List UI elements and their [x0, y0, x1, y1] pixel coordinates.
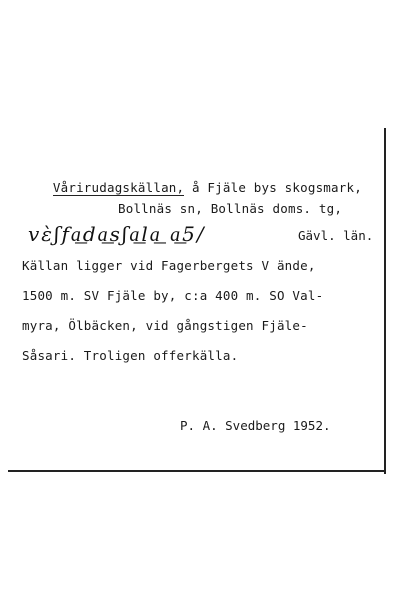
card-line-5: 1500 m. SV Fjäle by, c:a 400 m. SO Val-: [22, 288, 324, 303]
card-right-border: [384, 128, 386, 474]
card-bottom-border: [8, 470, 386, 472]
card-line-3: Gävl. län.: [298, 228, 374, 243]
signature: P. A. Svedberg 1952.: [180, 418, 331, 433]
location-text: å Fjäle bys skogsmark,: [184, 180, 362, 195]
card-line-4: Källan ligger vid Fagerbergets V ände,: [22, 258, 316, 273]
spring-name: Vårirudagskällan,: [52, 180, 185, 195]
card-line-6: myra, Ölbäcken, vid gångstigen Fjäle-: [22, 318, 308, 333]
card-line-2: Bollnäs sn, Bollnäs doms. tg,: [118, 201, 343, 216]
card-line-7: Såsari. Troligen offerkälla.: [22, 348, 239, 363]
phonetic-transcription: vɛ̀ʃfa͟da͟sʃa͟la͟ a͟5/: [28, 222, 206, 246]
